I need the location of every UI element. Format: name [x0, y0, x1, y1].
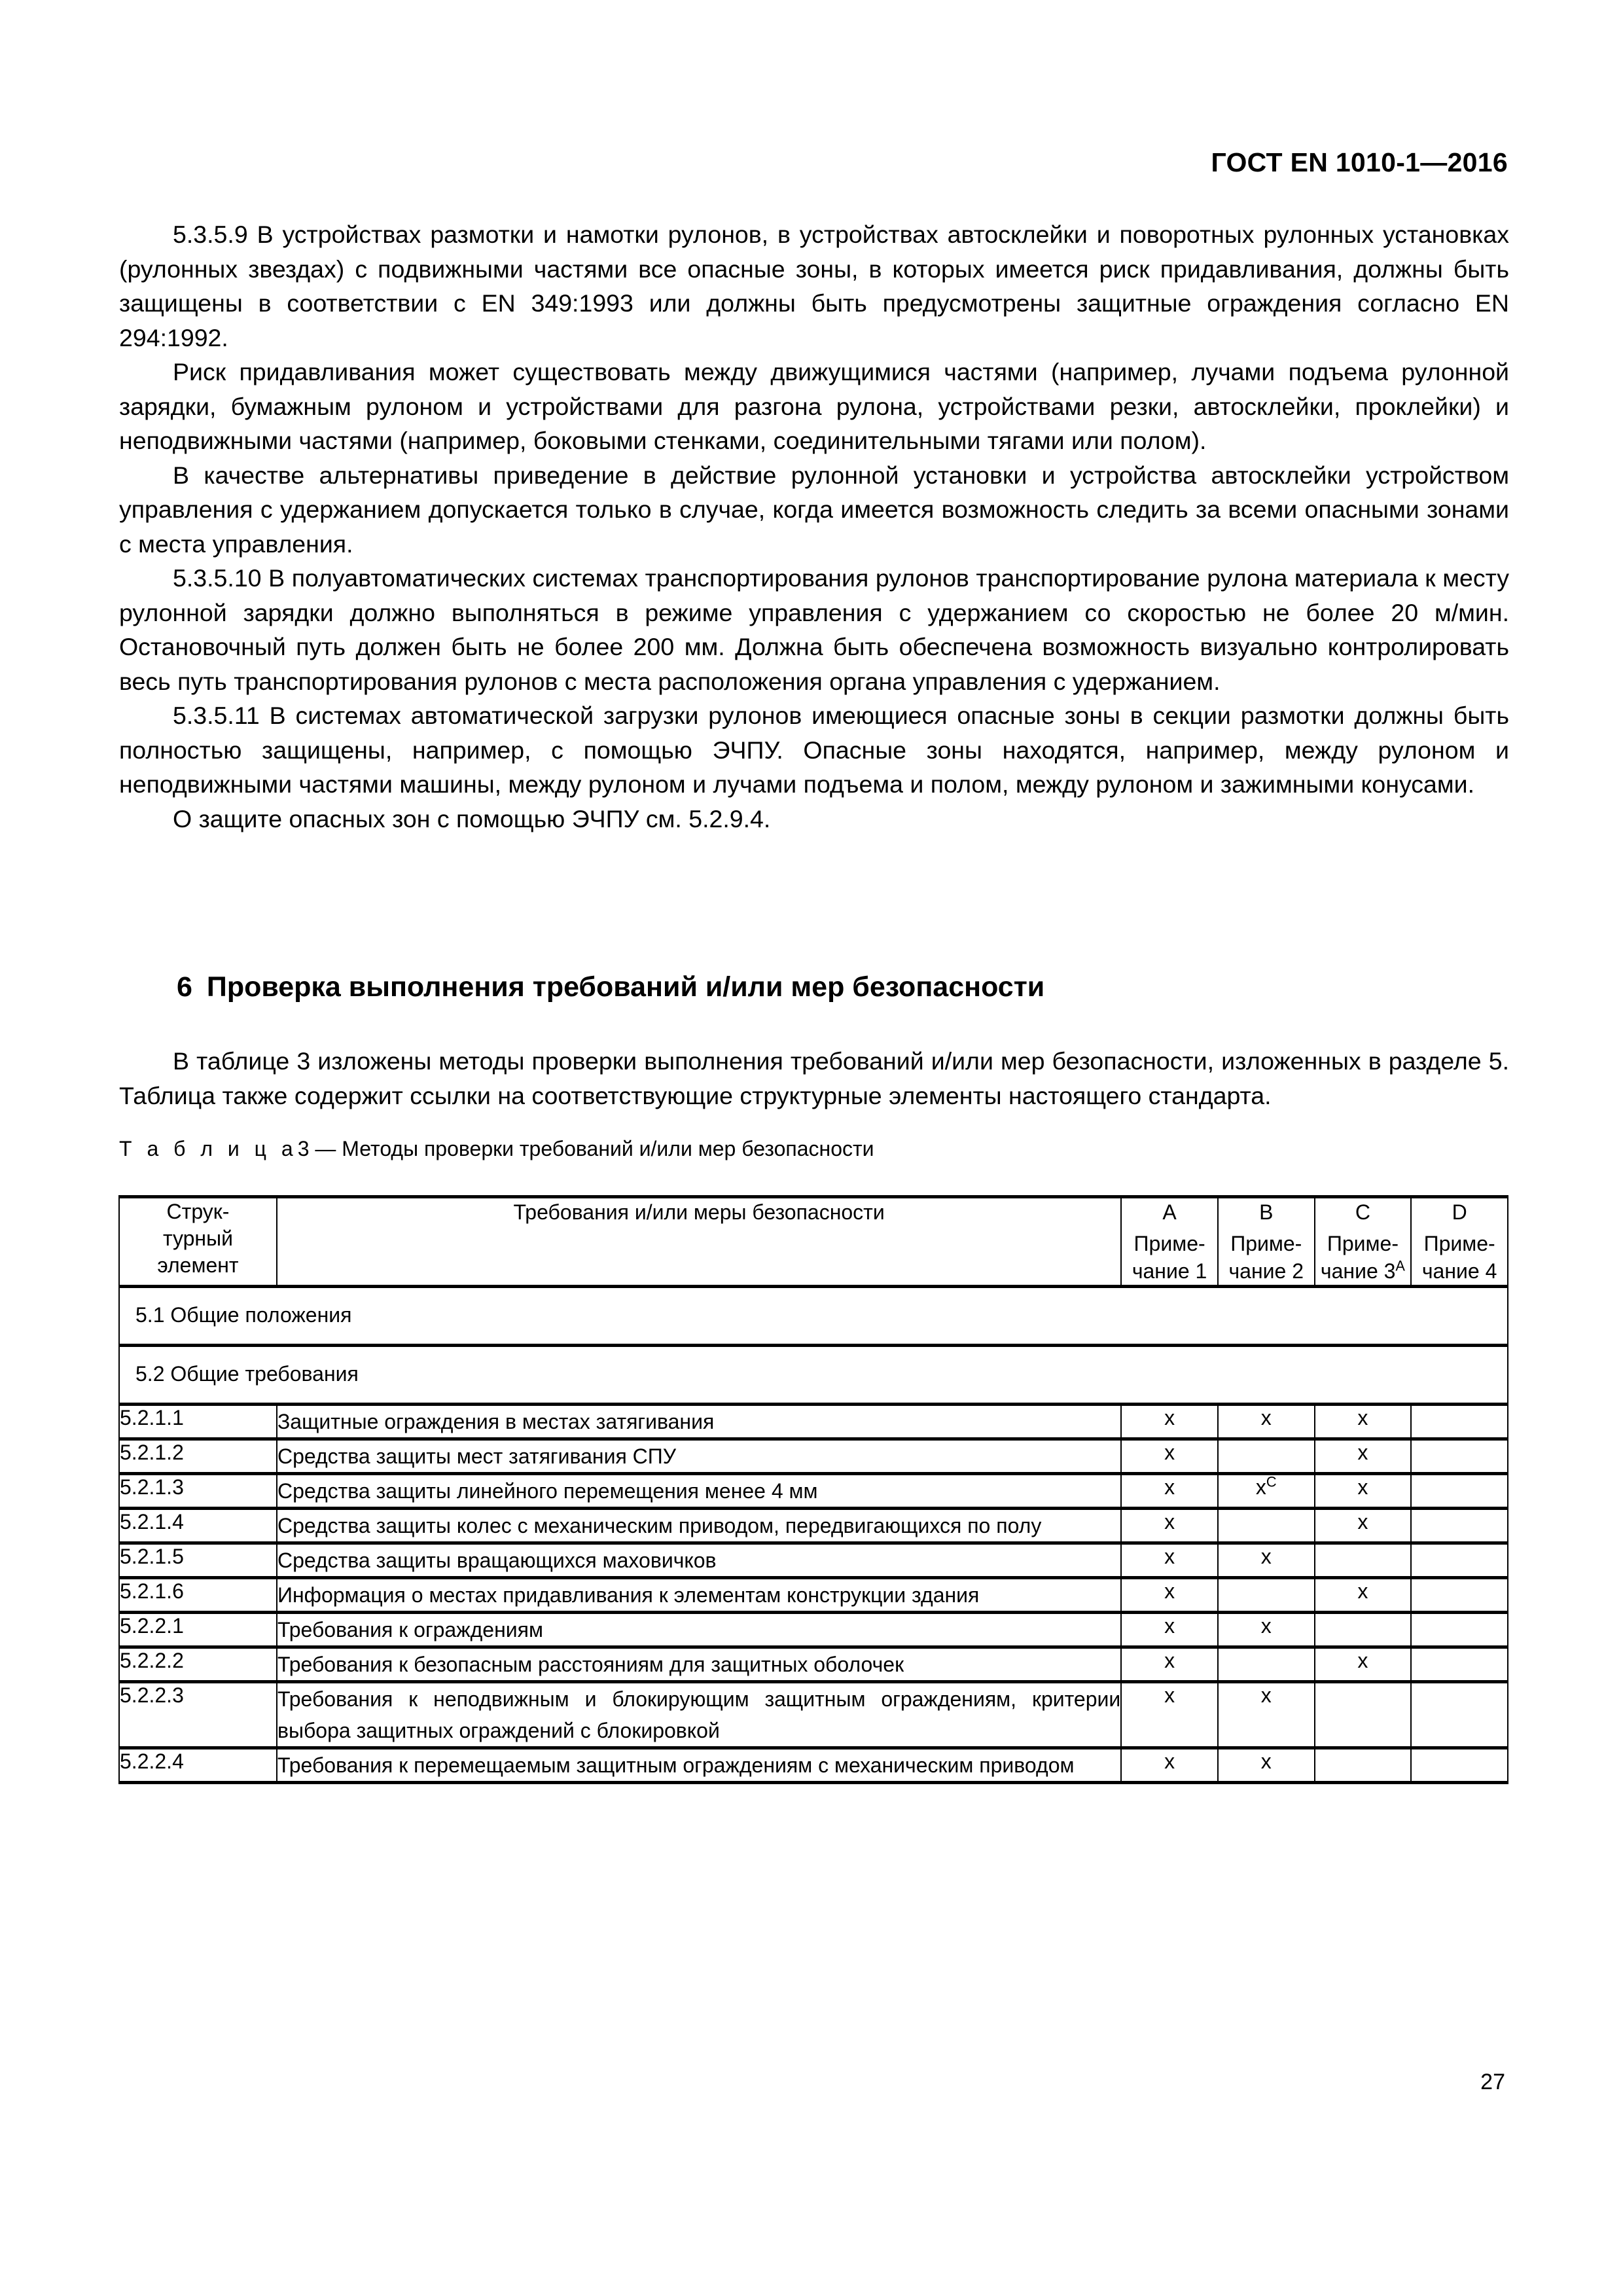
- table-cell-mark-d: [1411, 1405, 1508, 1439]
- header-column-a: [1121, 1197, 1218, 1287]
- mark-superscript: C: [1266, 1473, 1277, 1490]
- table-cell-mark-b: [1218, 1439, 1315, 1474]
- table-cell-mark-b: x: [1218, 1613, 1315, 1647]
- header-column-b: [1218, 1197, 1315, 1287]
- table-cell-mark-c: x: [1315, 1509, 1412, 1543]
- table-cell-mark-a: x: [1121, 1578, 1218, 1613]
- table-cell-mark-b: x: [1218, 1405, 1315, 1439]
- header-note-c-superscript: A: [1395, 1257, 1405, 1274]
- header-note-d-line1: Приме-: [1423, 1232, 1495, 1255]
- table-cell-structural-element: 5.2.1.6: [119, 1578, 277, 1613]
- header-structural-line-2: турный: [162, 1227, 233, 1250]
- table-cell-mark-d: [1411, 1682, 1508, 1748]
- header-letter-a: A: [1162, 1200, 1177, 1224]
- table-cell-requirement: Информация о местах придавливания к элементам конструкции здания: [277, 1578, 1121, 1613]
- table-cell-mark-c: [1315, 1748, 1412, 1783]
- table-cell-structural-element: 5.2.2.4: [119, 1748, 277, 1783]
- table-cell-mark-a: x: [1121, 1647, 1218, 1682]
- table-cell-requirement: Средства защиты линейного перемещения менее 4 мм: [277, 1474, 1121, 1509]
- table-row: [119, 1509, 1508, 1543]
- header-note-a-line2: чание 1: [1132, 1259, 1207, 1283]
- table-cell-mark-d: [1411, 1748, 1508, 1783]
- paragraph-5-3-5-10: 5.3.5.10 В полуавтоматических системах транспортирования рулонов транспортирование рулона материала к месту рулонной зарядки должно выполняться в режиме управления с удержанием со скоростью не более 20 м/мин. Остановочный путь должен быть не более 200 мм. Должна быть обеспечена возможность визуально контролировать весь путь транспортирования рулонов с места расположения органа управления с удержанием.: [119, 564, 1509, 695]
- table-cell-mark-b: x: [1218, 1682, 1315, 1748]
- table-cell-mark-c: [1315, 1613, 1412, 1647]
- table-header: [119, 1197, 1508, 1287]
- document-header-standard-id: ГОСТ EN 1010-1—2016: [1211, 147, 1508, 177]
- table-cell-mark-a: x: [1121, 1439, 1218, 1474]
- section-title: Проверка выполнения требований и/или мер безопасности: [206, 971, 1045, 1003]
- table-cell-structural-element: 5.2.1.4: [119, 1509, 277, 1543]
- table-cell-mark-b: [1218, 1578, 1315, 1613]
- header-letter-c: C: [1355, 1200, 1370, 1224]
- table-cell-requirement: Требования к неподвижным и блокирующим защитным ограждениям, критерии выбора защитных ограждений с блокировкой: [277, 1682, 1121, 1748]
- header-column-d: [1411, 1197, 1508, 1287]
- table-cell-structural-element: 5.2.1.1: [119, 1405, 277, 1439]
- table-cell-mark-c: x: [1315, 1647, 1412, 1682]
- table-cell-requirement: Средства защиты мест затягивания СПУ: [277, 1439, 1121, 1474]
- table-cell-structural-element: 5.2.1.5: [119, 1543, 277, 1578]
- table-row: [119, 1543, 1508, 1578]
- section-heading-6: [177, 971, 1044, 1003]
- table-header-row: [119, 1197, 1508, 1287]
- header-requirements: Требования и/или меры безопасности: [277, 1197, 1121, 1287]
- table-cell-mark-c: x: [1315, 1578, 1412, 1613]
- table-3: [118, 1195, 1508, 1784]
- paragraph-5-3-5-9: 5.3.5.9 В устройствах размотки и намотки рулонов, в устройствах автосклейки и поворотных рулонных установках (рулонных звездах) с подвижными частями все опасные зоны, в которых имеется риск придавливания, должны быть защищены в соответствии с EN 349:1993 или должны быть предусмотрены защитные ограждения согласно EN 294:1992.: [119, 221, 1509, 351]
- header-letter-d: D: [1452, 1200, 1467, 1224]
- paragraph-alternative: В качестве альтернативы приведение в действие рулонной установки и устройства автосклейки устройством управления с удержанием допускается только в случае, когда имеется возможность следить за всеми опасными зонами с места управления.: [119, 461, 1509, 558]
- header-note-d-line2: чание 4: [1421, 1259, 1497, 1283]
- table-row: [119, 1578, 1508, 1613]
- table-row: [119, 1439, 1508, 1474]
- table-cell-requirement: Средства защиты вращающихся маховичков: [277, 1543, 1121, 1578]
- paragraph-5-3-5-11: 5.3.5.11 В системах автоматической загрузки рулонов имеющиеся опасные зоны в секции размотки должны быть полностью защищены, например, с помощью ЭЧПУ. Опасные зоны находятся, например, между рулоном и неподвижными частями машины, между рулоном и лучами подъема и полом, между рулоном и зажимными конусами.: [119, 702, 1509, 798]
- header-structural-line-1: Струк-: [166, 1200, 230, 1223]
- header-structural-line-3: элемент: [157, 1253, 239, 1277]
- table-cell-mark-c: [1315, 1682, 1412, 1748]
- table-cell-mark-a: x: [1121, 1748, 1218, 1783]
- table-cell-mark-a: x: [1121, 1474, 1218, 1509]
- table-cell-structural-element: 5.2.2.3: [119, 1682, 277, 1748]
- page-number: 27: [1480, 2070, 1505, 2094]
- table-cell-mark-b: x: [1218, 1748, 1315, 1783]
- table-cell-structural-element: 5.2.1.3: [119, 1474, 277, 1509]
- table-row: [119, 1682, 1508, 1748]
- table-cell-mark-d: [1411, 1578, 1508, 1613]
- table-cell-mark-b: [1218, 1647, 1315, 1682]
- table-caption-label: Т а б л и ц а: [119, 1137, 298, 1160]
- table-3-wrapper: [118, 1195, 1508, 1784]
- table-cell-requirement: Требования к перемещаемым защитным ограждениям с механическим приводом: [277, 1748, 1121, 1783]
- table-caption-text: 3 — Методы проверки требований и/или мер безопасности: [297, 1137, 874, 1160]
- table-row: [119, 1647, 1508, 1682]
- section-intro-block: [119, 1044, 1509, 1113]
- table-cell-mark-d: [1411, 1509, 1508, 1543]
- table-cell-mark-a: x: [1121, 1682, 1218, 1748]
- header-note-b-line1: Приме-: [1230, 1232, 1302, 1255]
- table-cell-mark-a: x: [1121, 1613, 1218, 1647]
- table-row: [119, 1748, 1508, 1783]
- header-note-c-line2: [1315, 1257, 1411, 1285]
- table-cell-mark-b: x: [1218, 1543, 1315, 1578]
- table-cell-requirement: Средства защиты колес с механическим приводом, передвигающихся по полу: [277, 1509, 1121, 1543]
- table-cell-structural-element: 5.2.1.2: [119, 1439, 277, 1474]
- table-section-label: 5.2 Общие требования: [119, 1346, 1508, 1405]
- table-cell-mark-a: x: [1121, 1509, 1218, 1543]
- header-structural-element: [119, 1197, 277, 1287]
- header-letter-b: B: [1259, 1200, 1274, 1224]
- table-cell-mark-d: [1411, 1647, 1508, 1682]
- table-cell-structural-element: 5.2.2.2: [119, 1647, 277, 1682]
- table-row: [119, 1405, 1508, 1439]
- table-cell-mark-d: [1411, 1613, 1508, 1647]
- table-cell-mark-d: [1411, 1543, 1508, 1578]
- table-cell-mark-a: x: [1121, 1543, 1218, 1578]
- table-cell-mark-c: x: [1315, 1439, 1412, 1474]
- table-cell-requirement: Требования к безопасным расстояниям для защитных оболочек: [277, 1647, 1121, 1682]
- table-cell-mark-c: [1315, 1543, 1412, 1578]
- table-row: [119, 1613, 1508, 1647]
- section-intro-paragraph: В таблице 3 изложены методы проверки выполнения требований и/или мер безопасности, изложенных в разделе 5. Таблица также содержит ссылки на соответствующие структурные элементы настоящего стандарта.: [119, 1047, 1509, 1109]
- header-note-b-line2: чание 2: [1228, 1259, 1304, 1283]
- table-cell-requirement: Требования к ограждениям: [277, 1613, 1121, 1647]
- table-caption: [119, 1137, 874, 1161]
- table-cell-mark-d: [1411, 1474, 1508, 1509]
- paragraph-risk-note: Риск придавливания может существовать между движущимися частями (например, лучами подъема рулонной зарядки, бумажным рулоном и устройствами для разгона рулона, устройствами резки, автосклейки, проклейки) и неподвижными частями (например, боковыми стенками, соединительными тягами или полом).: [119, 358, 1509, 454]
- table-cell-mark-c: x: [1315, 1405, 1412, 1439]
- table-section-row: [119, 1346, 1508, 1405]
- header-note-c-text: чание 3: [1320, 1259, 1396, 1283]
- paragraph-cross-reference: О защите опасных зон с помощью ЭЧПУ см. 5.2.9.4.: [173, 804, 771, 833]
- table-cell-mark-c: x: [1315, 1474, 1412, 1509]
- table-cell-mark-d: [1411, 1439, 1508, 1474]
- table-cell-requirement: Защитные ограждения в местах затягивания: [277, 1405, 1121, 1439]
- table-cell-structural-element: 5.2.2.1: [119, 1613, 277, 1647]
- table-cell-mark-a: x: [1121, 1405, 1218, 1439]
- table-section-label: 5.1 Общие положения: [119, 1287, 1508, 1346]
- table-cell-mark-b: [1218, 1509, 1315, 1543]
- table-section-row: [119, 1287, 1508, 1346]
- table-cell-mark-b: $x^C$: [1218, 1474, 1315, 1509]
- table-body: [119, 1287, 1508, 1783]
- header-note-a-line1: Приме-: [1133, 1232, 1205, 1255]
- table-row: [119, 1474, 1508, 1509]
- section-number: 6: [177, 971, 192, 1003]
- header-note-c-line1: Приме-: [1327, 1232, 1399, 1255]
- body-text-block: [119, 217, 1509, 836]
- header-column-c: [1315, 1197, 1412, 1287]
